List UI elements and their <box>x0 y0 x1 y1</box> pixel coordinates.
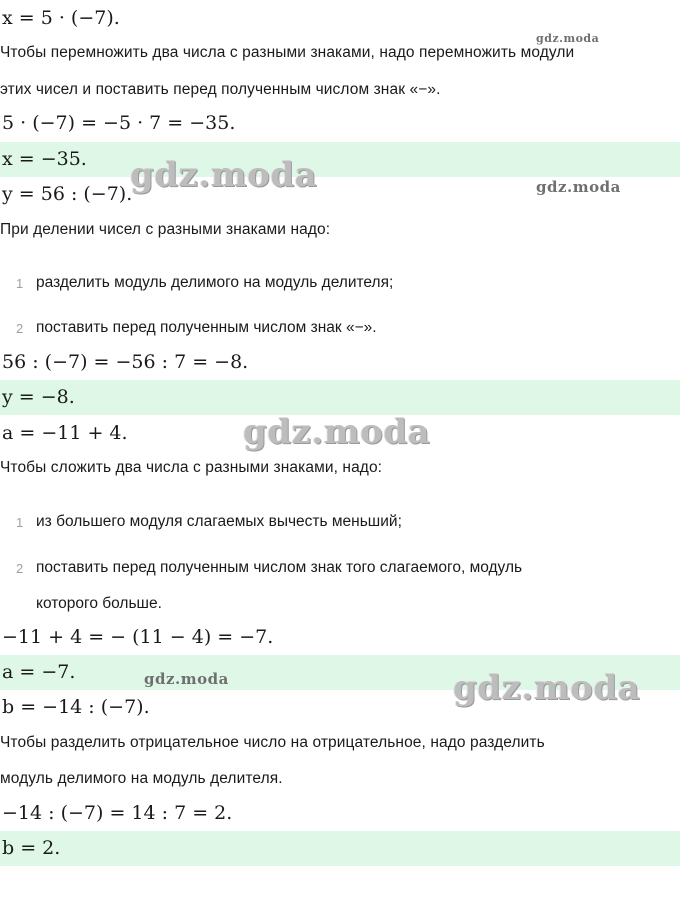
rule-text: При делении чисел с разными знаками надо: <box>0 221 331 238</box>
equation-b: b = −14 : (−7). <box>2 696 150 718</box>
watermark: gdz.moda <box>536 32 600 45</box>
watermark: gdz.moda <box>453 668 641 708</box>
watermark: gdz.moda <box>243 412 431 452</box>
rule-text: модуль делимого на модуль делителя. <box>0 770 283 787</box>
list-item: из большего модуля слагаемых вычесть меньший; <box>36 513 402 530</box>
answer-x: x = −35. <box>2 148 87 170</box>
answer-y: y = −8. <box>2 386 75 408</box>
watermark: gdz.moda <box>536 178 621 196</box>
rule-text: Чтобы разделить отрицательное число на отрицательное, надо разделить <box>0 734 545 751</box>
list-item: разделить модуль делимого на модуль делителя; <box>36 274 394 291</box>
rule-text: Чтобы сложить два числа с разными знаками, надо: <box>0 459 383 476</box>
watermark: gdz.moda <box>144 670 229 688</box>
list-item: поставить перед полученным числом знак «−». <box>36 319 377 336</box>
calculation: −14 : (−7) = 14 : 7 = 2. <box>2 802 233 824</box>
answer-a: a = −7. <box>2 661 76 683</box>
calculation: 56 : (−7) = −56 : 7 = −8. <box>2 351 249 373</box>
list-item: поставить перед полученным числом знак того слагаемого, модуль <box>36 559 523 576</box>
equation-y: y = 56 : (−7). <box>2 183 133 205</box>
calculation: 5 · (−7) = −5 · 7 = −35. <box>2 112 236 134</box>
answer-b: b = 2. <box>2 837 61 859</box>
rule-text: Чтобы перемножить два числа с разными знаками, надо перемножить модули <box>0 44 575 61</box>
list-number: 2 <box>16 321 24 336</box>
calculation: −11 + 4 = − (11 − 4) = −7. <box>2 626 274 648</box>
equation-x: x = 5 · (−7). <box>2 7 120 29</box>
watermark: gdz.moda <box>130 155 318 195</box>
answer-highlight <box>0 831 680 866</box>
answer-highlight <box>0 142 680 177</box>
list-number: 1 <box>16 276 24 291</box>
list-item-continuation: которого больше. <box>36 595 162 612</box>
list-number: 1 <box>16 515 24 530</box>
rule-text: этих чисел и поставить перед полученным числом знак «−». <box>0 81 441 98</box>
equation-a: a = −11 + 4. <box>2 422 128 444</box>
answer-highlight <box>0 380 680 415</box>
list-number: 2 <box>16 561 24 576</box>
